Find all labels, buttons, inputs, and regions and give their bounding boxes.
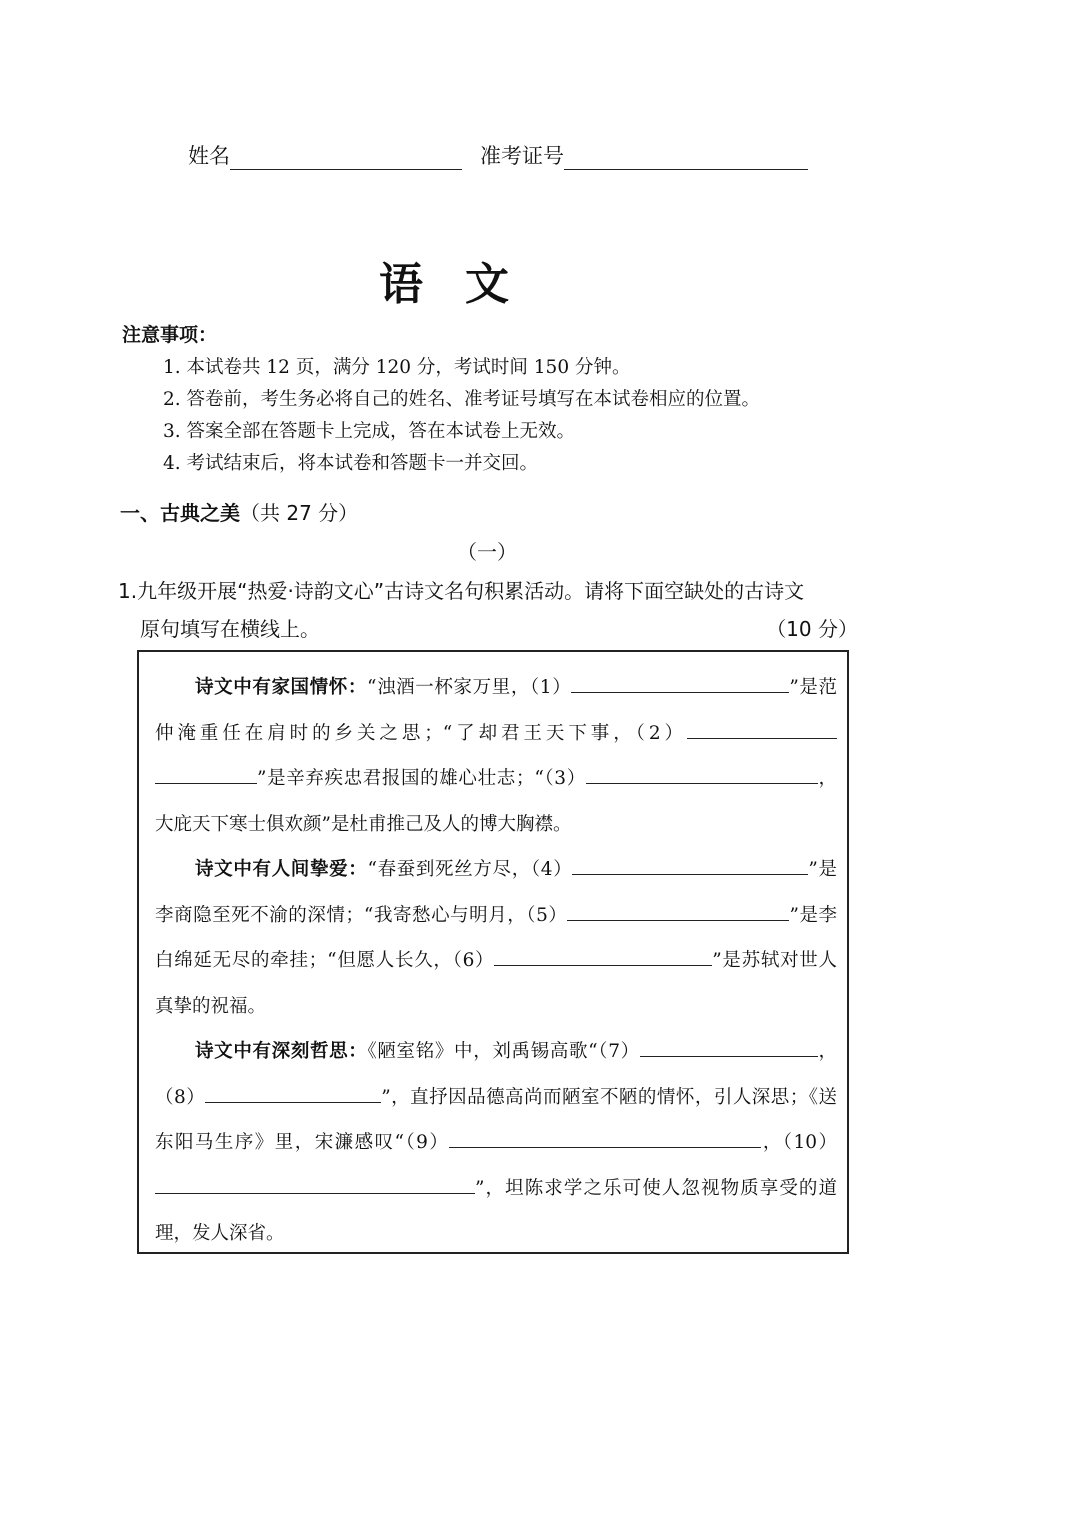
paragraph-text: “春蚕到死丝方尽，（4） [367,859,573,880]
fill-blank-1[interactable] [571,672,789,693]
paragraph-text: ”是辛弃疾忠君报国的雄心壮志；“（3） [257,768,586,789]
fill-blank-5[interactable] [567,900,789,921]
ticket-number-label: 准考证号 [480,144,564,168]
fill-blank-8[interactable] [205,1082,381,1103]
notice-item: 1. 本试卷共 12 页，满分 120 分，考试时间 150 分钟。 [163,357,631,378]
question-text-b: 原句填写在横线上。 [140,617,320,641]
section-heading [120,497,358,526]
name-label: 姓名 [188,144,230,168]
fill-blank-9[interactable] [449,1127,761,1148]
paragraph-lead: 诗文中有家国情怀： [195,677,367,698]
paragraph-text: ”，坦陈求学之乐可使人忽视物质享受的道理，发人深省。 [155,1177,837,1244]
fill-blank-6[interactable] [494,945,712,966]
name-blank-line [230,147,462,170]
paragraph-text: ，大庇天下寒士俱欢颜”是杜甫推己及人的博大胸襟。 [155,768,837,835]
paragraph-text: ”是李白绵延无尽的牵挂；“但愿人长久，（6） [155,904,837,971]
ticket-number-blank-line [564,147,808,170]
paragraph-philosophy [155,1029,837,1257]
notice-item: 3. 答案全部在答题卡上完成，答在本试卷上无效。 [163,421,576,442]
section-score: （共 27 分） [240,501,359,525]
paragraph-human-love [155,847,837,1029]
question-1-line-2 [118,610,858,648]
question-number: 1. [118,579,138,603]
question-1 [118,572,858,648]
notice-item: 2. 答卷前，考生务必将自己的姓名、准考证号填写在本试卷相应的位置。 [163,389,761,410]
paragraph-text: ”，直抒因品德高尚而陋室不陋的情怀，引人深思；《送东阳马生序》里，宋濂感叹“（9） [155,1086,837,1153]
fill-blank-10[interactable] [155,1173,475,1194]
paragraph-text: “浊酒一杯家万里，（1） [367,677,572,698]
fill-blank-3[interactable] [586,763,818,784]
candidate-info-line [188,140,828,170]
ticket-number-field [480,140,808,170]
subsection-heading: （一） [457,540,517,564]
notice-item: 4. 考试结束后，将本试卷和答题卡一并交回。 [163,453,539,474]
question-text-a: 九年级开展“热爱·诗韵文心”古诗文名句积累活动。请将下面空缺处的古诗文 [137,579,805,603]
exam-title: 语文 [379,259,551,310]
fill-blank-4[interactable] [572,854,808,875]
question-score: （10 分） [766,617,858,641]
name-field [188,140,480,170]
fill-blank-2[interactable] [687,718,837,739]
paragraph-text: ，（10） [761,1132,837,1153]
section-title: 一、古典之美 [120,501,240,525]
paragraph-text: ，（8） [155,1041,837,1108]
notice-list [163,352,760,480]
paragraph-lead: 诗文中有深刻哲思： [195,1041,368,1062]
paragraph-text: ”是范仲淹重任在肩时的乡关之思；“了却君王天下事，（2） [155,677,837,744]
fill-blank-2-continued[interactable] [155,763,257,784]
paragraph-text: ”是李商隐至死不渝的深情；“我寄愁心与明月，（5） [155,859,837,926]
question-1-line-1 [118,572,858,610]
paragraph-text: 《陋室铭》中，刘禹锡高歌“（7） [367,1041,640,1062]
paragraph-text: ”是苏轼对世人真挚的祝福。 [155,950,837,1017]
paragraph-lead: 诗文中有人间挚爱： [195,859,368,880]
paragraph-family-country [155,665,837,847]
notice-heading: 注意事项： [122,324,218,346]
fill-blank-7[interactable] [640,1036,818,1057]
answer-box-content [155,665,837,1257]
